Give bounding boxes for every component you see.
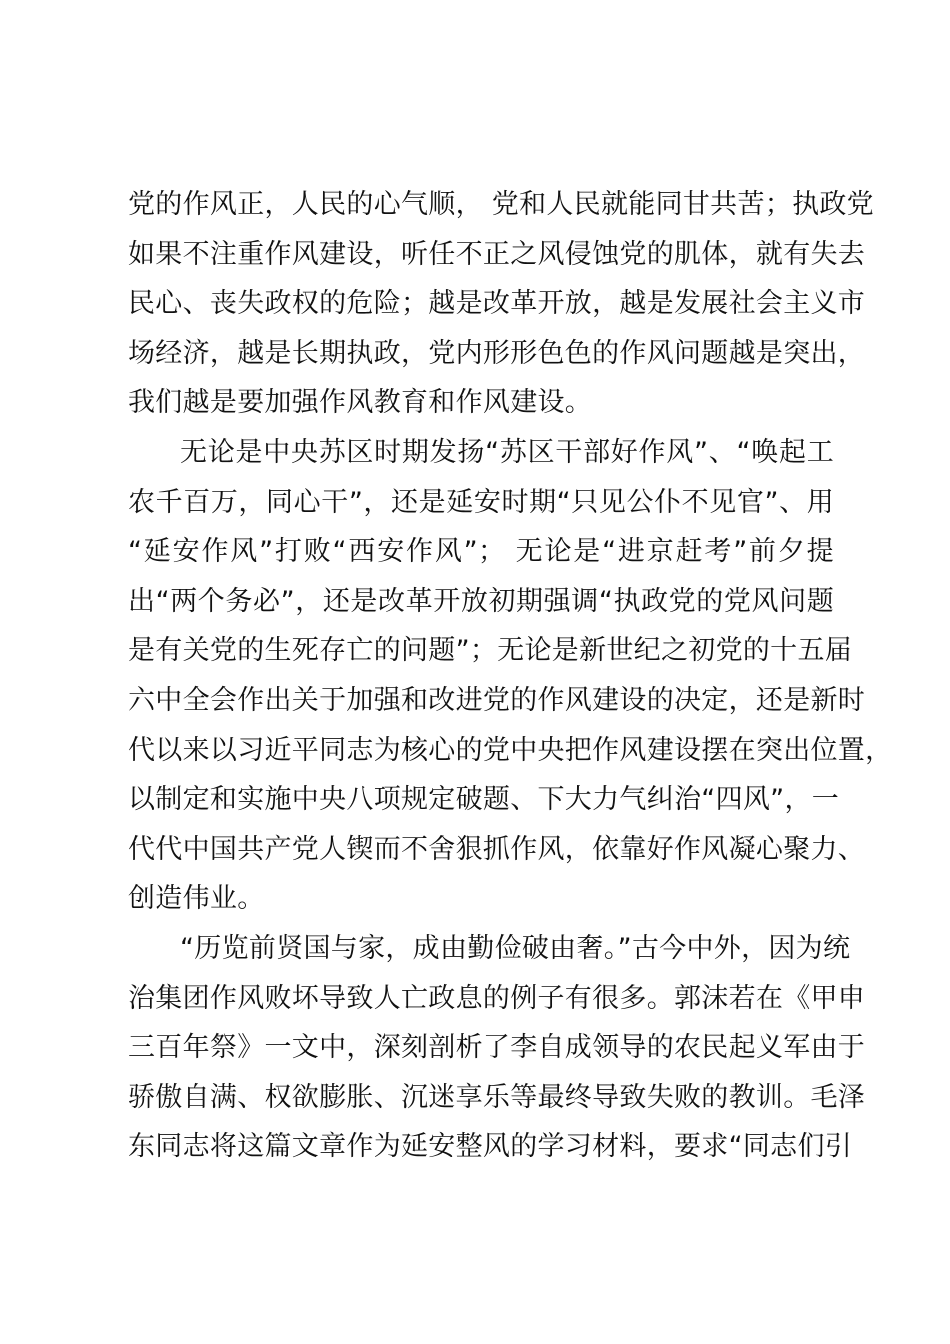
- text-line: 以制定和实施中央八项规定破题、下大力气纠治“四风”，一: [128, 784, 840, 816]
- text-line: 三百年祭》一文中，深刻剖析了李自成领导的农民起义军由于: [128, 1032, 866, 1064]
- text-line: 创造伟业。: [128, 883, 265, 915]
- paragraph: [128, 428, 893, 924]
- text-line: 代代中国共产党人锲而不舍狠抓作风，依靠好作风凝心聚力、: [128, 833, 866, 865]
- text-line: 六中全会作出关于加强和改进党的作风建设的决定，还是新时: [128, 684, 866, 716]
- text-line: “延安作风”打败“西安作风”； 无论是“进京赶考”前夕提: [128, 536, 834, 568]
- text-line: 是有关党的生死存亡的问题”；无论是新世纪之初党的十五届: [128, 635, 853, 667]
- text-line: 我们越是要加强作风教育和作风建设。: [128, 387, 593, 419]
- paragraph: [128, 924, 866, 1172]
- text-line: 出“两个务必”，还是改革开放初期强调“执政党的党风问题: [128, 585, 834, 617]
- text-line: 党的作风正，人民的心气顺， 党和人民就能同甘共苦；执政党: [128, 189, 874, 220]
- text-line: 民心、丧失政权的危险；越是改革开放，越是发展社会主义市: [128, 288, 866, 320]
- body-text: [128, 180, 893, 1172]
- text-line: 无论是中央苏区时期发扬“苏区干部好作风”、“唤起工: [180, 436, 834, 468]
- text-line: 骄傲自满、权欲膨胀、沉迷享乐等最终导致失败的教训。毛泽: [128, 1081, 866, 1113]
- text-line: 治集团作风败坏导致人亡政息的例子有很多。郭沫若在《甲申: [128, 982, 866, 1014]
- text-line: 场经济，越是长期执政，党内形形色色的作风问题越是突出，: [128, 337, 866, 369]
- paragraph: [128, 180, 874, 428]
- text-line: “历览前贤国与家，成由勤俭破由奢。”古今中外，因为统: [180, 932, 851, 964]
- text-line: 东同志将这篇文章作为延安整风的学习材料，要求“同志们引: [128, 1131, 853, 1163]
- text-line: 代以来以习近平同志为核心的党中央把作风建设摆在突出位置，: [128, 734, 893, 766]
- text-line: 农千百万，同心干”，还是延安时期“只见公仆不见官”、用: [128, 486, 834, 518]
- text-line: 如果不注重作风建设，听任不正之风侵蚀党的肌体，就有失去: [128, 238, 866, 270]
